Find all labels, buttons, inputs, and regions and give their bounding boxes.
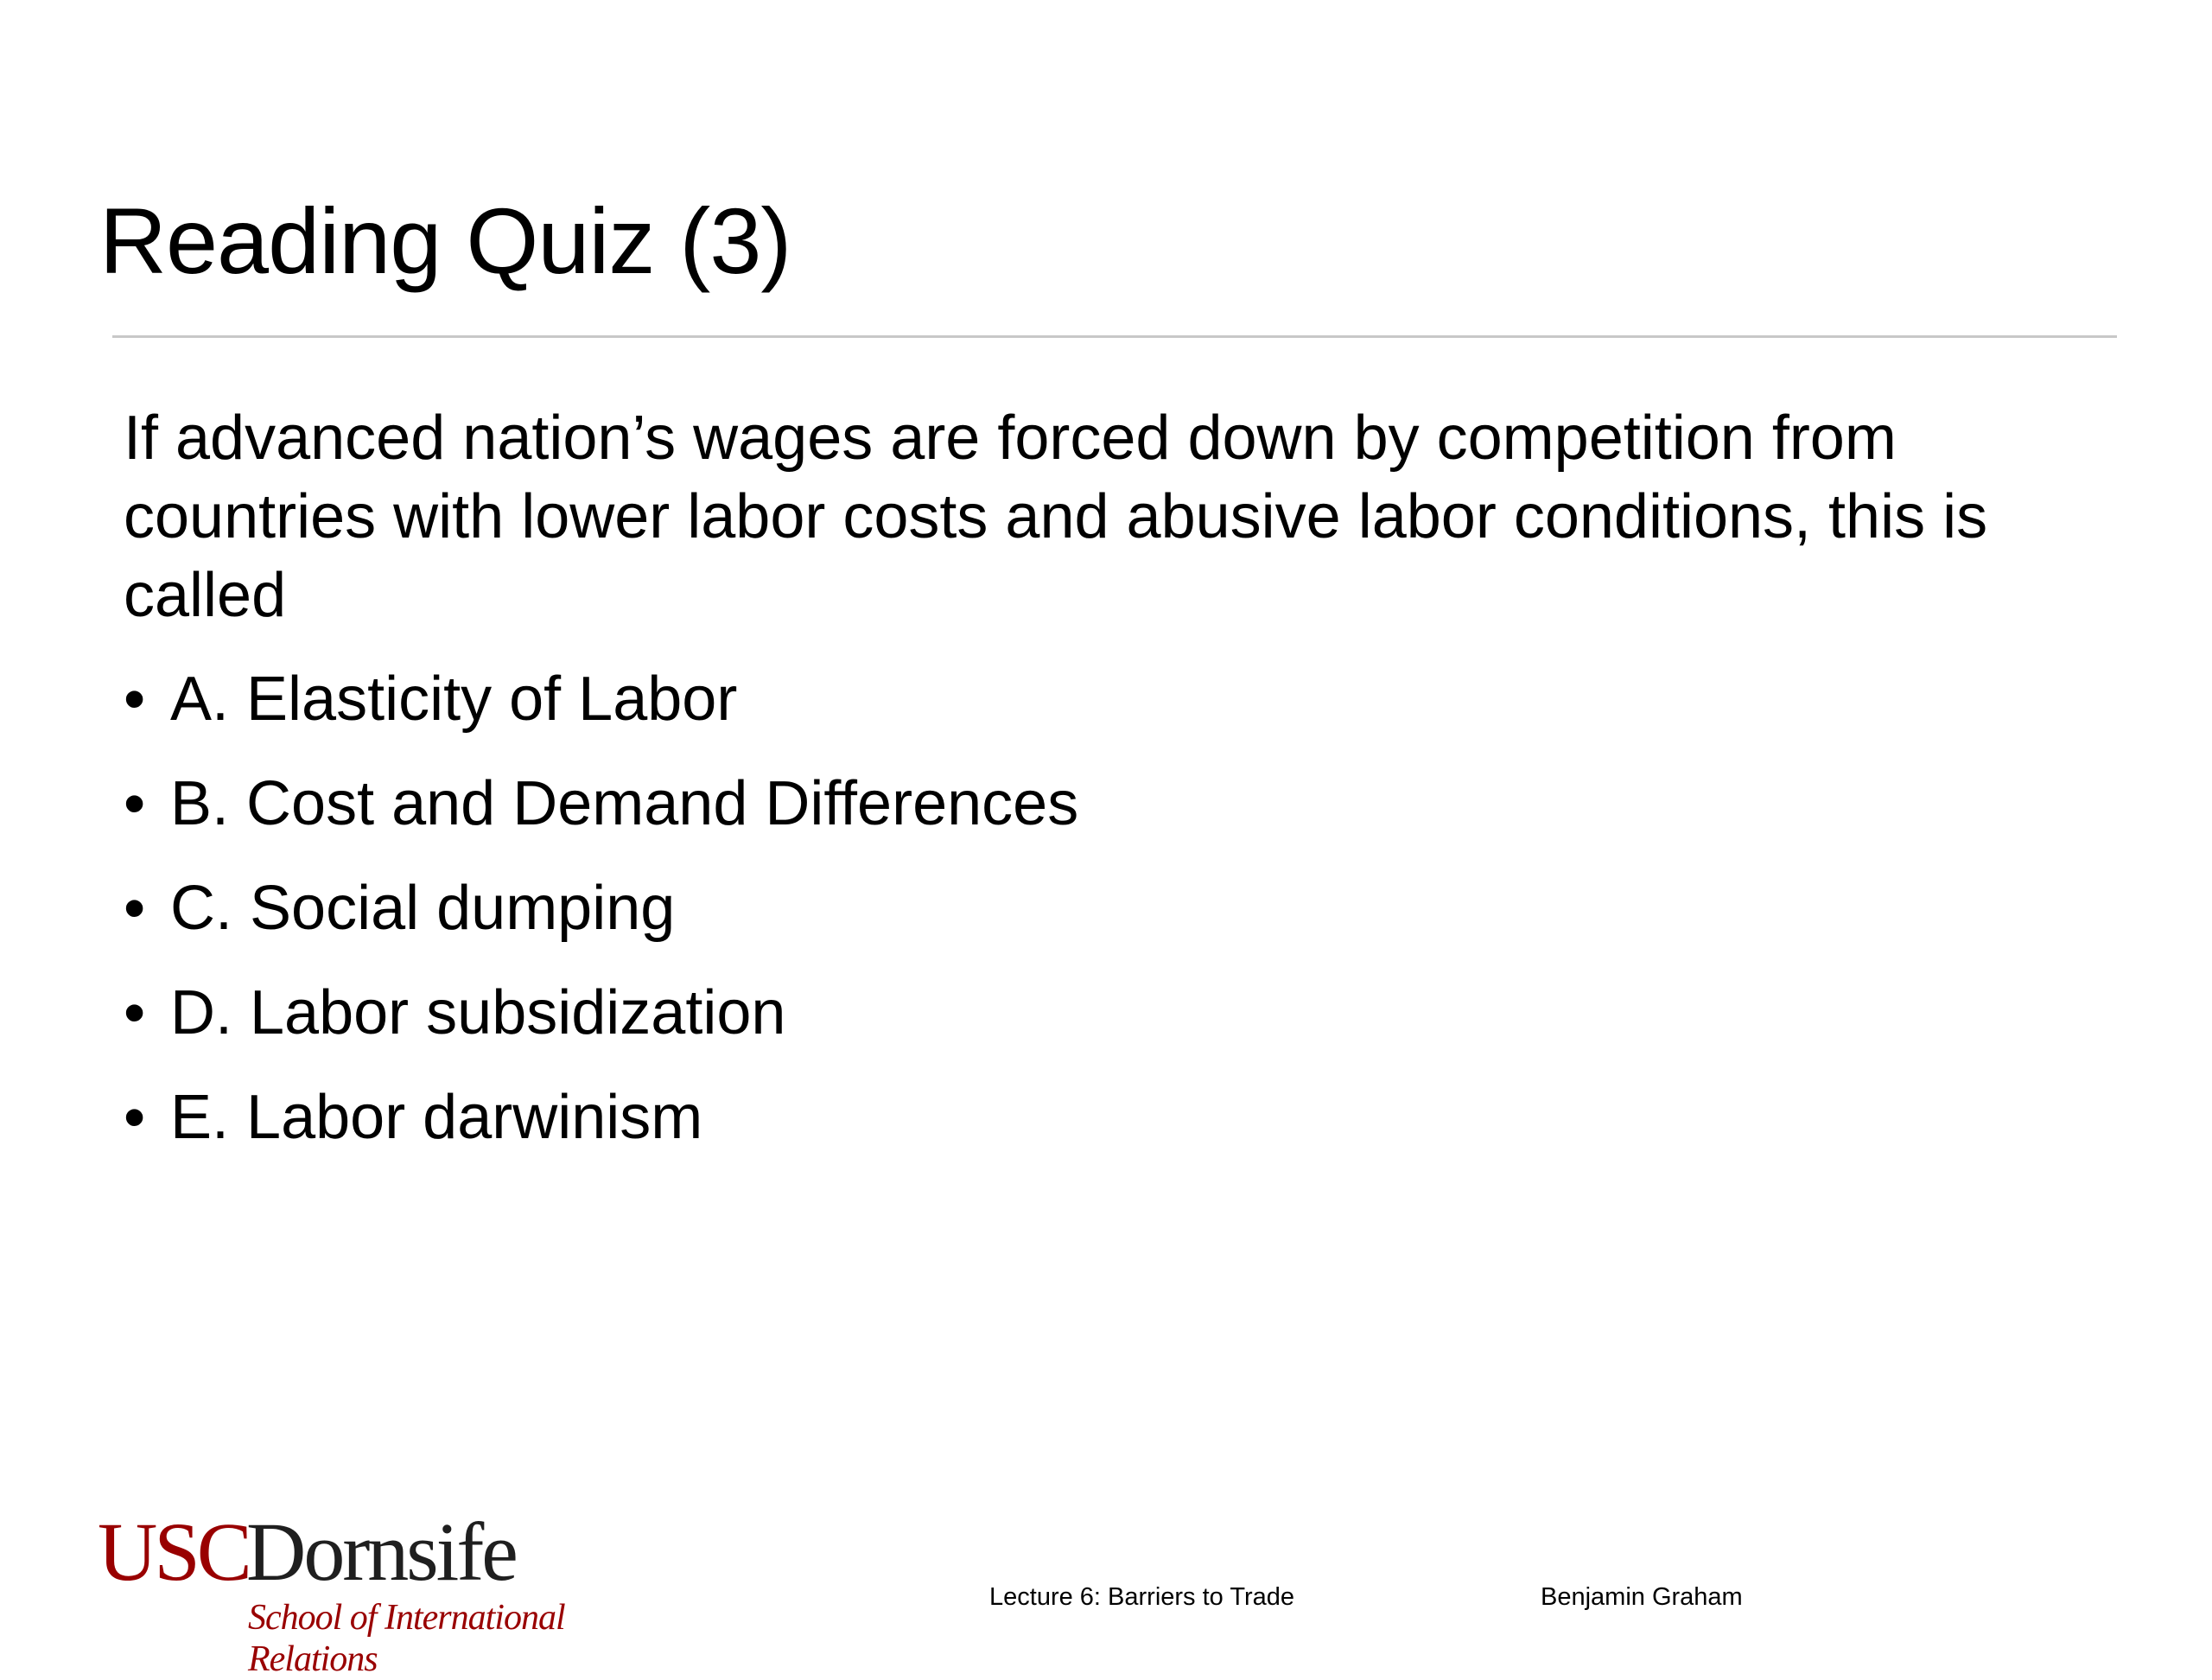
footer-lecture-title: Lecture 6: Barriers to Trade [989,1583,1294,1611]
answer-option-label: D. Labor subsidization [170,978,786,1047]
answer-option-label: A. Elasticity of Labor [170,665,738,734]
answer-option-label: C. Social dumping [170,874,676,943]
answer-option-label: B. Cost and Demand Differences [170,769,1079,838]
bullet-icon: • [124,1083,146,1152]
bullet-icon: • [124,665,146,734]
quiz-question: If advanced nation’s wages are forced down by competition from countries with lower labor costs and abusive labor conditions, this is called [124,404,1988,630]
bullet-icon: • [124,874,146,943]
bullet-icon: • [124,769,146,838]
slide-title: Reading Quiz (3) [99,188,791,293]
logo-school-text: School of International Relations [248,1598,565,1679]
answer-option-e [124,1079,1078,1155]
answer-option-b [124,766,1078,842]
title-divider [112,335,2117,338]
bullet-icon: • [124,978,146,1047]
usc-dornsife-logo [98,1505,685,1679]
answer-option-c [124,870,1078,946]
logo-usc-text: USC [98,1505,249,1598]
answer-options [124,661,1078,1184]
answer-option-d [124,975,1078,1051]
answer-option-label: E. Labor darwinism [170,1083,703,1152]
footer-author: Benjamin Graham [1541,1583,1743,1611]
logo-dornsife-text: Dornsife [246,1505,516,1598]
answer-option-a [124,661,1078,737]
